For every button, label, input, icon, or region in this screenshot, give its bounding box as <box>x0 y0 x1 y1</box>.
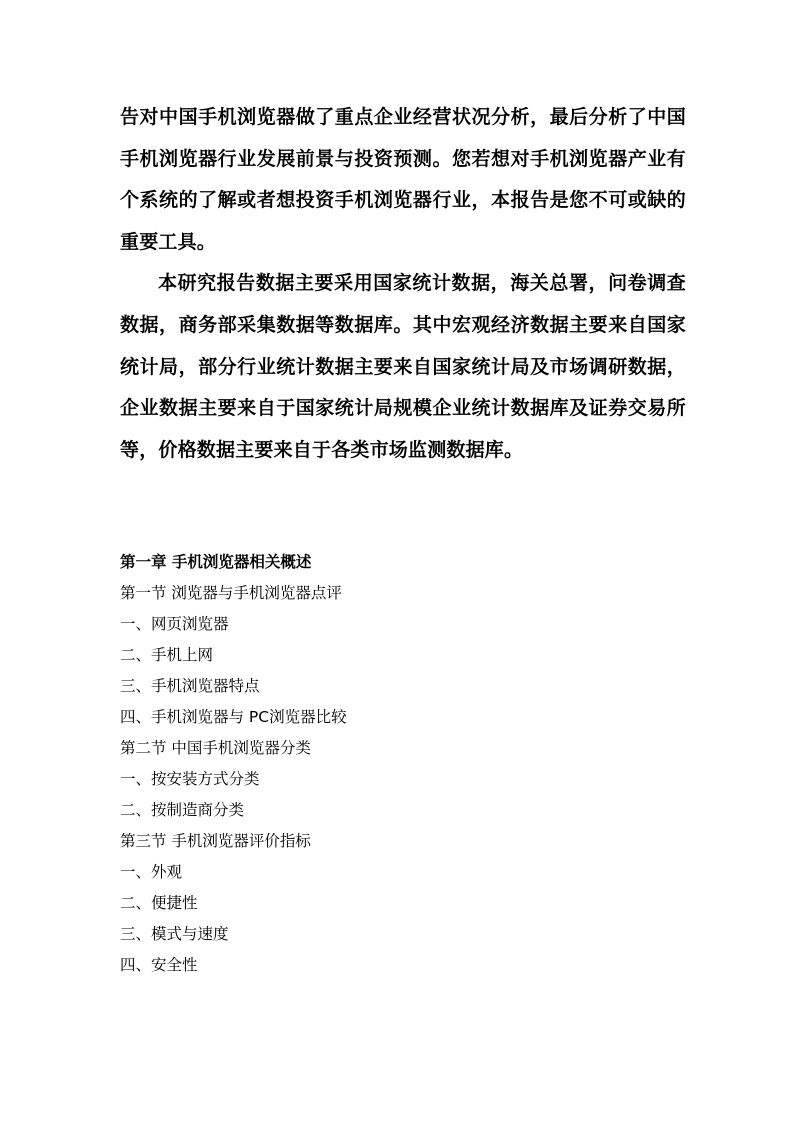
toc-item: 一、外观 <box>120 863 183 881</box>
toc-item: 四、手机浏览器与 PC浏览器比较 <box>120 708 347 726</box>
toc-section-3: 第三节 手机浏览器评价指标 <box>120 832 311 850</box>
toc-chapter-1: 第一章 手机浏览器相关概述 <box>120 553 312 571</box>
report-intro <box>120 97 686 471</box>
toc-item: 二、便捷性 <box>120 894 198 912</box>
toc-item: 二、手机上网 <box>120 646 214 664</box>
intro-paragraph-2: 本研究报告数据主要采用国家统计数据，海关总署，问卷调查数据，商务部采集数据等数据库。其中宏观经济数据主要来自国家统计局，部分行业统计数据主要来自国家统计局及市场调研数据，企业数据主要来自于国家统计局规模企业统计数据库及证券交易所等，价格数据主要来自于各类市场监测数据库。 <box>120 272 686 461</box>
toc-item: 四、安全性 <box>120 956 198 974</box>
toc-item: 三、手机浏览器特点 <box>120 677 260 695</box>
table-of-contents <box>120 547 680 981</box>
intro-paragraph-1: 告对中国手机浏览器做了重点企业经营状况分析，最后分析了中国手机浏览器行业发展前景与投资预测。您若想对手机浏览器产业有个系统的了解或者想投资手机浏览器行业，本报告是您不可或缺的重要工具。 <box>120 106 686 253</box>
toc-item: 一、按安装方式分类 <box>120 770 260 788</box>
toc-item: 二、按制造商分类 <box>120 801 245 819</box>
toc-item: 三、模式与速度 <box>120 925 229 943</box>
toc-section-2: 第二节 中国手机浏览器分类 <box>120 739 311 757</box>
toc-section-1: 第一节 浏览器与手机浏览器点评 <box>120 584 342 602</box>
toc-item: 一、网页浏览器 <box>120 615 229 633</box>
